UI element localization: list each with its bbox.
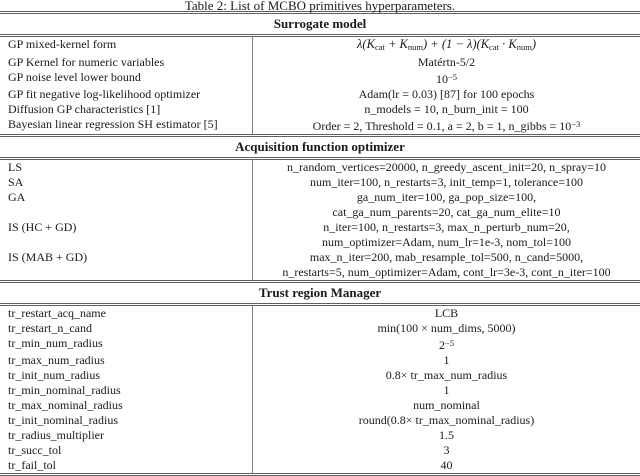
math-text: ) [531, 37, 536, 51]
param-name-cell: GA [8, 190, 26, 204]
table-row [0, 398, 640, 413]
section-header-trust: Trust region Manager [258, 285, 382, 300]
section-header-surrogate: Surrogate model [273, 16, 367, 31]
table-row [0, 336, 640, 353]
param-name-cell: tr_init_nominal_radius [8, 413, 118, 427]
table-row [0, 306, 640, 321]
param-name-cell: SA [8, 175, 24, 189]
param-name-cell: tr_radius_multiplier [8, 428, 104, 442]
table-row [0, 70, 640, 87]
param-name-cell: tr_restart_acq_name [8, 306, 106, 320]
table-row [0, 102, 640, 117]
value-line: max_n_iter=200, mab_resample_tol=500, n_cand=5000, [309, 250, 584, 264]
param-name-cell: tr_min_num_radius [8, 336, 103, 350]
table-row [0, 160, 640, 175]
table-row [0, 353, 640, 368]
param-value-cell: num_nominal [252, 398, 640, 413]
table-row [0, 368, 640, 383]
section-body-surrogate [0, 37, 640, 134]
section-body-acquisition [0, 160, 640, 280]
param-value-cell [252, 37, 640, 55]
param-value-cell: n_models = 10, n_burn_init = 100 [252, 102, 640, 117]
table-row [0, 87, 640, 102]
section-body-trust [0, 306, 640, 473]
param-value-cell [252, 117, 640, 134]
value-line: n_iter=100, n_restarts=3, max_n_perturb_num=20, [323, 220, 570, 234]
param-name-cell: GP mixed-kernel form [8, 37, 117, 51]
param-value-cell: 0.8× tr_max_num_radius [252, 368, 640, 383]
math-formula [357, 37, 536, 51]
math-text: ) + (1 − λ)(K [423, 37, 490, 51]
table-row [0, 443, 640, 458]
math-text: λ(K [357, 37, 375, 51]
math-text: + K [384, 37, 408, 51]
table-row [0, 383, 640, 398]
param-value-cell: 1 [252, 383, 640, 398]
math-sup: −5 [444, 338, 455, 348]
table-row [0, 321, 640, 336]
math-sub: num [407, 42, 424, 52]
section-header-acquisition: Acquisition function optimizer [235, 139, 405, 154]
math-text: 2 [438, 338, 445, 352]
param-name-cell: Diffusion GP characteristics [1] [8, 102, 161, 116]
table-row [0, 55, 640, 70]
param-name-cell: IS (MAB + GD) [8, 250, 88, 264]
param-name-cell: LS [8, 160, 23, 174]
table-row [0, 117, 640, 134]
param-name-cell: GP Kernel for numeric variables [8, 55, 165, 69]
param-name-cell: tr_init_num_radius [8, 368, 100, 382]
param-value-cell [252, 220, 640, 250]
param-name-cell: IS (HC + GD) [8, 220, 77, 234]
param-value-cell: 40 [252, 458, 640, 473]
math-sub: cat [374, 42, 385, 52]
table-row [0, 250, 640, 280]
param-value-cell: 1 [252, 353, 640, 368]
table-row [0, 428, 640, 443]
math-power [436, 72, 457, 86]
value-line: n_random_vertices=20000, n_greedy_ascent_init=20, n_spray=10 [287, 160, 606, 174]
table-row [0, 175, 640, 190]
param-name-cell: tr_fail_tol [8, 458, 56, 472]
value-line: ga_num_iter=100, ga_pop_size=100, [356, 190, 537, 204]
param-value-cell: 1.5 [252, 428, 640, 443]
param-value-cell: round(0.8× tr_max_nominal_radius) [252, 413, 640, 428]
param-value-cell: LCB [252, 306, 640, 321]
table-row [0, 190, 640, 220]
param-value-cell: 3 [252, 443, 640, 458]
table-row [0, 413, 640, 428]
math-text: Order = 2, Threshold = 0.1, a = 2, b = 1, n_gibbs = 10 [312, 119, 572, 133]
param-name-cell: tr_restart_n_cand [8, 321, 92, 335]
math-sub: cat [489, 42, 499, 52]
param-value-cell: Adam(lr = 0.03) [87] for 100 epochs [252, 87, 640, 102]
param-value-cell [252, 175, 640, 190]
math-power [439, 338, 454, 352]
math-power [313, 119, 581, 133]
param-value-cell: min(100 × num_dims, 5000) [252, 321, 640, 336]
value-line: num_optimizer=Adam, num_lr=1e-3, nom_tol=100 [322, 235, 571, 249]
table-row [0, 220, 640, 250]
param-name-cell: tr_succ_tol [8, 443, 62, 457]
param-name-cell: GP noise level lower bound [8, 70, 141, 84]
param-value-cell [252, 70, 640, 87]
param-value-cell [252, 190, 640, 220]
math-text: · K [498, 37, 517, 51]
value-line: num_iter=100, n_restarts=3, init_temp=1, tolerance=100 [309, 175, 583, 189]
value-line: n_restarts=5, num_optimizer=Adam, cont_lr=3e-3, cont_n_iter=100 [282, 265, 611, 279]
param-name-cell: GP fit negative log-likelihood optimizer [8, 87, 201, 101]
table-row [0, 37, 640, 55]
param-value-cell [252, 250, 640, 280]
param-name-cell: tr_max_num_radius [8, 353, 105, 367]
math-sub: num [516, 42, 532, 52]
math-sup: −3 [571, 119, 581, 129]
param-value-cell [252, 336, 640, 353]
param-value-cell: Matértn-5/2 [252, 55, 640, 70]
value-line: cat_ga_num_parents=20, cat_ga_num_elite=10 [332, 205, 561, 219]
table-caption: Table 2: List of MCBO primitives hyperparameters. [184, 0, 456, 13]
param-name-cell: Bayesian linear regression SH estimator [5] [8, 117, 218, 131]
param-name-cell: tr_min_nominal_radius [8, 383, 121, 397]
param-name-cell: tr_max_nominal_radius [8, 398, 123, 412]
math-sup: −5 [447, 72, 458, 82]
math-text: 10 [435, 72, 448, 86]
param-value-cell [252, 160, 640, 175]
